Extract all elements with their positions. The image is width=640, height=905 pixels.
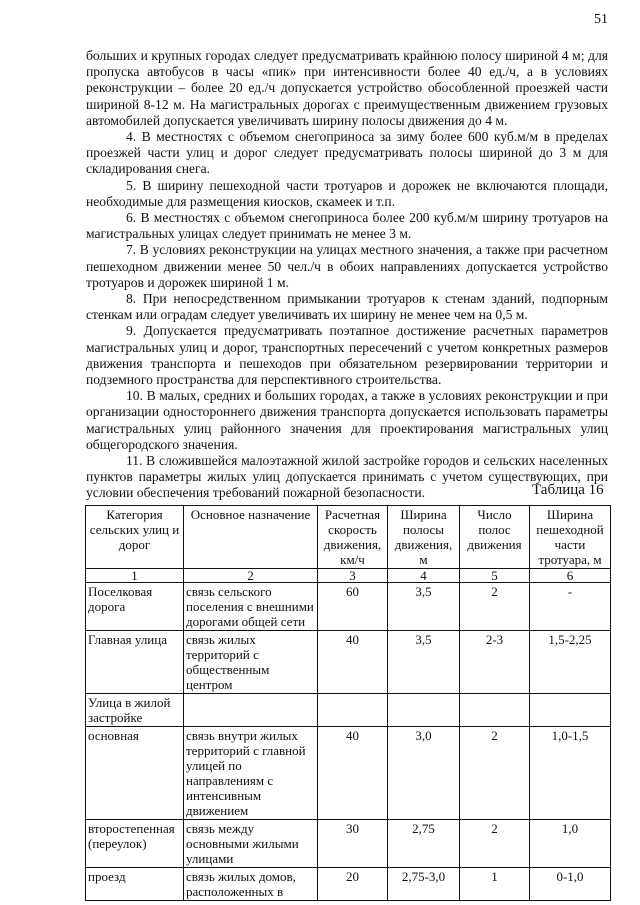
header-lane-count: Число полос движения <box>460 506 530 569</box>
cell-sidewalk-width: 1,0-1,5 <box>530 727 611 820</box>
cell-speed: 60 <box>318 583 388 631</box>
header-lane-width: Ширина полосы движения, м <box>388 506 460 569</box>
cell-speed: 40 <box>318 631 388 694</box>
table-row <box>86 820 611 868</box>
paragraph-4: 4. В местностях с объемом снегоприноса за зиму более 600 куб.м/м в пределах проезжей части улиц и дорог следует предусматривать полосы шириной до 3 м для складирования снега. <box>86 129 608 177</box>
cell-sidewalk-width: 0-1,0 <box>530 868 611 901</box>
column-number: 6 <box>530 569 611 583</box>
cell-lane-width: 3,0 <box>388 727 460 820</box>
table-row <box>86 868 611 901</box>
header-sidewalk-width: Ширина пешеходной части тротуара, м <box>530 506 611 569</box>
cell-lane-count: 2-3 <box>460 631 530 694</box>
paragraph-5: 5. В ширину пешеходной части тротуаров и дорожек не включаются площади, необходимые для размещения киосков, скамеек и т.п. <box>86 177 608 209</box>
cell-category: второстепенная (переулок) <box>86 820 184 868</box>
cell-lane-width: 3,5 <box>388 583 460 631</box>
cell-sidewalk-width: 1,0 <box>530 820 611 868</box>
table-caption: Таблица 16 <box>532 482 604 498</box>
cell-purpose <box>184 694 318 727</box>
cell-sidewalk-width <box>530 694 611 727</box>
table-header-row <box>86 506 611 569</box>
cell-lane-width: 2,75 <box>388 820 460 868</box>
paragraph-9: 9. Допускается предусматривать поэтапное достижение расчетных параметров магистральных улиц и дорог, транспортных пересечений с учетом конкретных размеров движения транспорта и пешеходов при обязательном резервировании территории и подземного пространства для перспективного строительства. <box>86 323 608 388</box>
paragraph-8: 8. При непосредственном примыкании тротуаров к стенам зданий, подпорным стенкам или оградам следует увеличивать их ширину не менее чем на 0,5 м. <box>86 291 608 323</box>
page-number: 51 <box>594 12 608 27</box>
column-number: 2 <box>184 569 318 583</box>
column-number: 3 <box>318 569 388 583</box>
cell-purpose: связь между основными жилыми улицами <box>184 820 318 868</box>
paragraph-continuation: больших и крупных городах следует предусматривать крайнюю полосу шириной 4 м; для пропуска автобусов в часы «пик» при интенсивности более 40 ед./ч, а в условиях реконструкции – более 20 ед./ч допускается устройство обособленной проезжей части шириной 8-12 м. На магистральных дорогах с преимущественным движением грузовых автомобилей допускается увеличивать ширину полосы движения до 4 м. <box>86 48 608 128</box>
column-number-row <box>86 569 611 583</box>
cell-category: проезд <box>86 868 184 901</box>
cell-speed: 40 <box>318 727 388 820</box>
cell-speed <box>318 694 388 727</box>
cell-category: Главная улица <box>86 631 184 694</box>
cell-lane-width: 2,75-3,0 <box>388 868 460 901</box>
cell-lane-width: 3,5 <box>388 631 460 694</box>
cell-category: Поселковая дорога <box>86 583 184 631</box>
table-row <box>86 694 611 727</box>
cell-sidewalk-width: 1,5-2,25 <box>530 631 611 694</box>
cell-lane-count: 2 <box>460 820 530 868</box>
header-category: Категория сельских улиц и дорог <box>86 506 184 569</box>
cell-purpose: связь сельского поселения с внешними дорогами общей сети <box>184 583 318 631</box>
column-number: 1 <box>86 569 184 583</box>
table-row <box>86 583 611 631</box>
table-row <box>86 727 611 820</box>
header-speed: Расчетная скорость движения, км/ч <box>318 506 388 569</box>
cell-lane-width <box>388 694 460 727</box>
cell-purpose: связь жилых территорий с общественным центром <box>184 631 318 694</box>
cell-category: основная <box>86 727 184 820</box>
street-parameters-table <box>85 505 611 901</box>
column-number: 5 <box>460 569 530 583</box>
cell-lane-count <box>460 694 530 727</box>
paragraph-10: 10. В малых, средних и больших городах, а также в условиях реконструкции и при организации одностороннего движения транспорта допускается использовать параметры магистральных улиц районного значения для проектирования магистральных улиц общегородского значения. <box>86 388 608 452</box>
cell-category: Улица в жилой застройке <box>86 694 184 727</box>
paragraph-6: 6. В местностях с объемом снегоприноса более 200 куб.м/м ширину тротуаров на магистральных улицах следует принимать не менее 3 м. <box>86 210 608 242</box>
cell-lane-count: 1 <box>460 868 530 901</box>
cell-lane-count: 2 <box>460 583 530 631</box>
column-number: 4 <box>388 569 460 583</box>
cell-speed: 20 <box>318 868 388 901</box>
cell-purpose: связь жилых домов, расположенных в <box>184 868 318 901</box>
cell-sidewalk-width: - <box>530 583 611 631</box>
paragraph-11: 11. В сложившейся малоэтажной жилой застройке городов и сельских населенных пунктов параметры жилых улиц допускается принимать с учетом существующих, при условии обеспечения требований пожарной безопасности. <box>86 453 608 501</box>
table-row <box>86 631 611 694</box>
cell-purpose: связь внутри жилых территорий с главной улицей по направлениям с интенсивным движением <box>184 727 318 820</box>
paragraph-7: 7. В условиях реконструкции на улицах местного значения, а также при расчетном пешеходном движении менее 50 чел./ч в обоих направлениях допускается устройство тротуаров и дорожек шириной 1 м. <box>86 242 608 290</box>
cell-lane-count: 2 <box>460 727 530 820</box>
cell-speed: 30 <box>318 820 388 868</box>
header-purpose: Основное назначение <box>184 506 318 569</box>
body-text <box>86 48 608 502</box>
